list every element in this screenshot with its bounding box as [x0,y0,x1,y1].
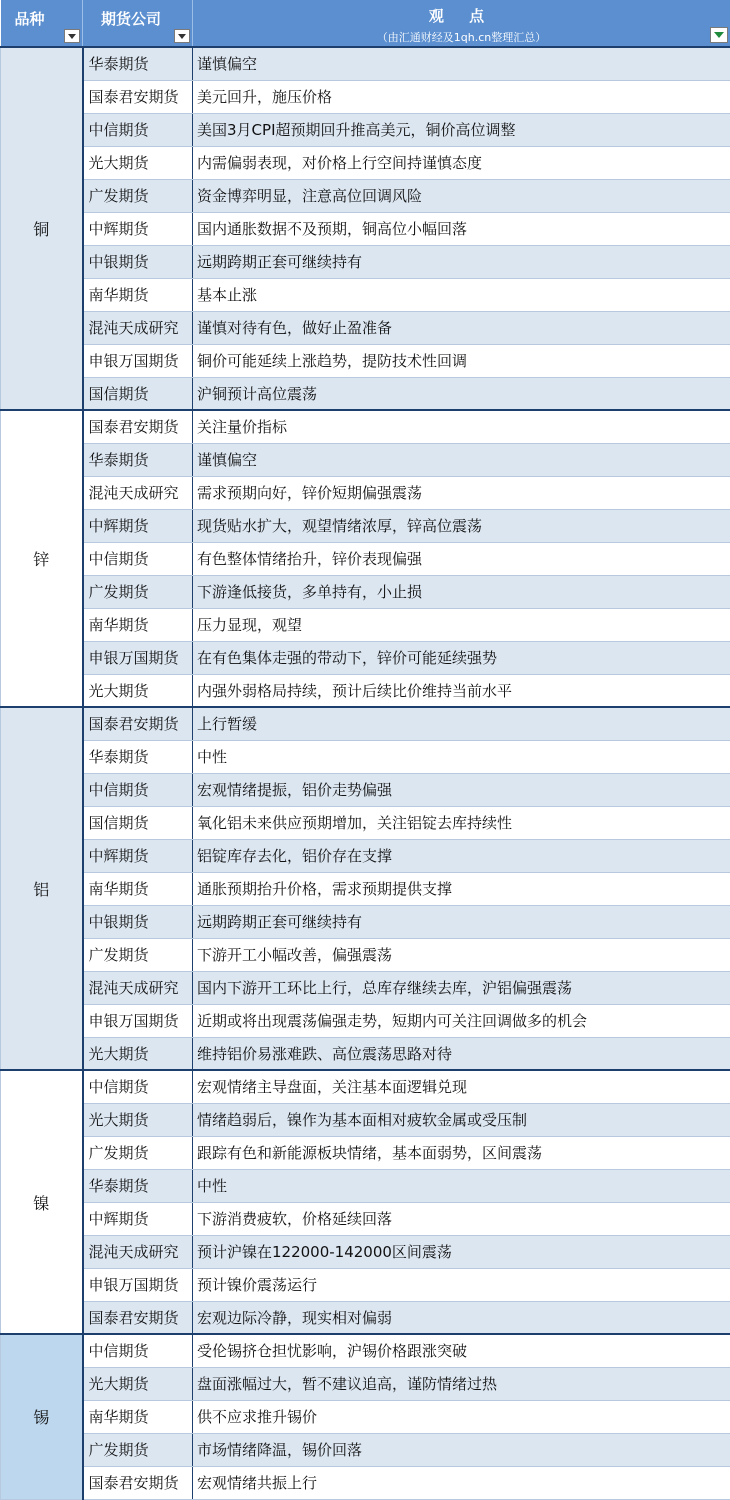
table-row [1,245,730,278]
table-row [1,443,730,476]
view-cell: 宏观情绪提振，铝价走势偏强 [193,773,730,806]
view-cell: 国内下游开工环比上行，总库存继续去库，沪铝偏强震荡 [193,971,730,1004]
table-row [1,839,730,872]
view-cell: 情绪趋弱后，镍作为基本面相对疲软金属或受压制 [193,1103,730,1136]
table-row [1,1433,730,1466]
table-row [1,1268,730,1301]
company-cell: 南华期货 [83,608,193,641]
view-cell: 中性 [193,1169,730,1202]
company-cell: 中辉期货 [83,212,193,245]
view-cell: 需求预期向好，锌价短期偏强震荡 [193,476,730,509]
view-cell: 在有色集体走强的带动下，锌价可能延续强势 [193,641,730,674]
view-cell: 基本止涨 [193,278,730,311]
table-row [1,410,730,443]
table-row [1,278,730,311]
table-row [1,80,730,113]
view-cell: 氧化铝未来供应预期增加，关注铝锭去库持续性 [193,806,730,839]
company-cell: 南华期货 [83,278,193,311]
company-cell: 混沌天成研究 [83,1235,193,1268]
table-row [1,1136,730,1169]
company-cell: 中信期货 [83,1070,193,1103]
view-cell: 供不应求推升锡价 [193,1400,730,1433]
view-cell: 关注量价指标 [193,410,730,443]
table-row [1,707,730,740]
view-cell: 现货贴水扩大，观望情绪浓厚，锌高位震荡 [193,509,730,542]
view-filter-button[interactable] [710,27,728,43]
view-cell: 下游开工小幅改善，偏强震荡 [193,938,730,971]
view-cell: 国内通胀数据不及预期，铜高位小幅回落 [193,212,730,245]
company-cell: 光大期货 [83,1037,193,1070]
table-row [1,1301,730,1334]
table-row [1,1169,730,1202]
chevron-down-icon [68,34,76,39]
view-cell: 铝锭库存去化，铝价存在支撑 [193,839,730,872]
header-view-label: 观 点 [193,0,730,26]
view-cell: 有色整体情绪抬升，锌价表现偏强 [193,542,730,575]
company-cell: 光大期货 [83,146,193,179]
header-company [83,0,193,47]
table-row [1,575,730,608]
company-cell: 光大期货 [83,674,193,707]
table-row [1,542,730,575]
company-cell: 国泰君安期货 [83,80,193,113]
table-row [1,146,730,179]
view-cell: 下游逢低接货，多单持有，小止损 [193,575,730,608]
view-cell: 铜价可能延续上涨趋势，提防技术性回调 [193,344,730,377]
header-company-label: 期货公司 [83,0,192,29]
header-category-label: 品种 [1,0,83,29]
view-cell: 跟踪有色和新能源板块情绪，基本面弱势，区间震荡 [193,1136,730,1169]
view-cell: 内强外弱格局持续，预计后续比价维持当前水平 [193,674,730,707]
table-row [1,509,730,542]
table-row [1,1103,730,1136]
company-cell: 华泰期货 [83,1169,193,1202]
table-row [1,1037,730,1070]
table-row [1,212,730,245]
table-body [1,47,730,1499]
table-row [1,113,730,146]
view-cell: 盘面涨幅过大，暂不建议追高，谨防情绪过热 [193,1367,730,1400]
view-cell: 远期跨期正套可继续持有 [193,245,730,278]
company-cell: 广发期货 [83,1433,193,1466]
view-cell: 宏观情绪共振上行 [193,1466,730,1499]
company-cell: 南华期货 [83,872,193,905]
table-row [1,1202,730,1235]
company-cell: 中辉期货 [83,839,193,872]
company-cell: 中信期货 [83,1334,193,1367]
company-cell: 广发期货 [83,575,193,608]
view-cell: 下游消费疲软，价格延续回落 [193,1202,730,1235]
table-row [1,740,730,773]
company-cell: 中信期货 [83,542,193,575]
table-row [1,872,730,905]
company-cell: 中银期货 [83,905,193,938]
view-cell: 宏观情绪主导盘面，关注基本面逻辑兑现 [193,1070,730,1103]
company-cell: 申银万国期货 [83,1004,193,1037]
company-cell: 国信期货 [83,806,193,839]
view-cell: 远期跨期正套可继续持有 [193,905,730,938]
table-row [1,1400,730,1433]
company-cell: 光大期货 [83,1367,193,1400]
table-row [1,806,730,839]
view-cell: 预计镍价震荡运行 [193,1268,730,1301]
company-cell: 华泰期货 [83,740,193,773]
view-cell: 谨慎偏空 [193,443,730,476]
company-cell: 中银期货 [83,245,193,278]
header-view-subtitle: （由汇通财经及1qh.cn整理汇总） [193,29,730,45]
view-cell: 宏观边际冷静，现实相对偏弱 [193,1301,730,1334]
table-row [1,905,730,938]
filter-funnel-icon [714,32,724,38]
table-row [1,377,730,410]
company-cell: 中辉期货 [83,509,193,542]
view-cell: 美元回升，施压价格 [193,80,730,113]
view-cell: 中性 [193,740,730,773]
category-cell: 铝 [1,707,83,1070]
table-row [1,1235,730,1268]
company-cell: 中信期货 [83,113,193,146]
company-cell: 国泰君安期货 [83,1301,193,1334]
company-cell: 华泰期货 [83,47,193,80]
category-cell: 铜 [1,47,83,410]
table-row [1,674,730,707]
company-cell: 华泰期货 [83,443,193,476]
category-cell: 锌 [1,410,83,707]
table-row [1,608,730,641]
company-filter-dropdown[interactable] [174,29,190,43]
table-row [1,971,730,1004]
category-cell: 锡 [1,1334,83,1499]
company-cell: 中信期货 [83,773,193,806]
company-cell: 国泰君安期货 [83,707,193,740]
table-row [1,1004,730,1037]
table-row [1,476,730,509]
company-cell: 国泰君安期货 [83,410,193,443]
view-cell: 资金博弈明显，注意高位回调风险 [193,179,730,212]
table-row [1,47,730,80]
company-cell: 混沌天成研究 [83,971,193,1004]
table-row [1,311,730,344]
view-cell: 谨慎对待有色，做好止盈准备 [193,311,730,344]
chevron-down-icon [178,34,186,39]
table-row [1,1466,730,1499]
company-cell: 广发期货 [83,938,193,971]
table-row [1,1334,730,1367]
table-row [1,938,730,971]
company-cell: 申银万国期货 [83,641,193,674]
company-cell: 广发期货 [83,179,193,212]
company-cell: 中辉期货 [83,1202,193,1235]
company-cell: 国泰君安期货 [83,1466,193,1499]
table-row [1,179,730,212]
view-cell: 美国3月CPI超预期回升推高美元，铜价高位调整 [193,113,730,146]
table-row [1,773,730,806]
view-cell: 内需偏弱表现，对价格上行空间持谨慎态度 [193,146,730,179]
company-cell: 混沌天成研究 [83,311,193,344]
table-row [1,344,730,377]
company-cell: 光大期货 [83,1103,193,1136]
company-cell: 申银万国期货 [83,344,193,377]
company-cell: 混沌天成研究 [83,476,193,509]
table-row [1,1367,730,1400]
header-category [1,0,83,47]
view-cell: 预计沪镍在122000-142000区间震荡 [193,1235,730,1268]
company-cell: 南华期货 [83,1400,193,1433]
table-row [1,641,730,674]
category-filter-dropdown[interactable] [64,29,80,43]
view-cell: 压力显现，观望 [193,608,730,641]
view-cell: 市场情绪降温，锡价回落 [193,1433,730,1466]
view-cell: 上行暂缓 [193,707,730,740]
view-cell: 沪铜预计高位震荡 [193,377,730,410]
header-row [1,0,730,47]
company-cell: 申银万国期货 [83,1268,193,1301]
company-cell: 国信期货 [83,377,193,410]
company-cell: 广发期货 [83,1136,193,1169]
view-cell: 受伦锡挤仓担忧影响，沪锡价格跟涨突破 [193,1334,730,1367]
view-cell: 近期或将出现震荡偏强走势，短期内可关注回调做多的机会 [193,1004,730,1037]
view-cell: 谨慎偏空 [193,47,730,80]
view-cell: 通胀预期抬升价格，需求预期提供支撑 [193,872,730,905]
table-row [1,1070,730,1103]
view-cell: 维持铝价易涨难跌、高位震荡思路对待 [193,1037,730,1070]
header-view [193,0,730,47]
category-cell: 镍 [1,1070,83,1334]
